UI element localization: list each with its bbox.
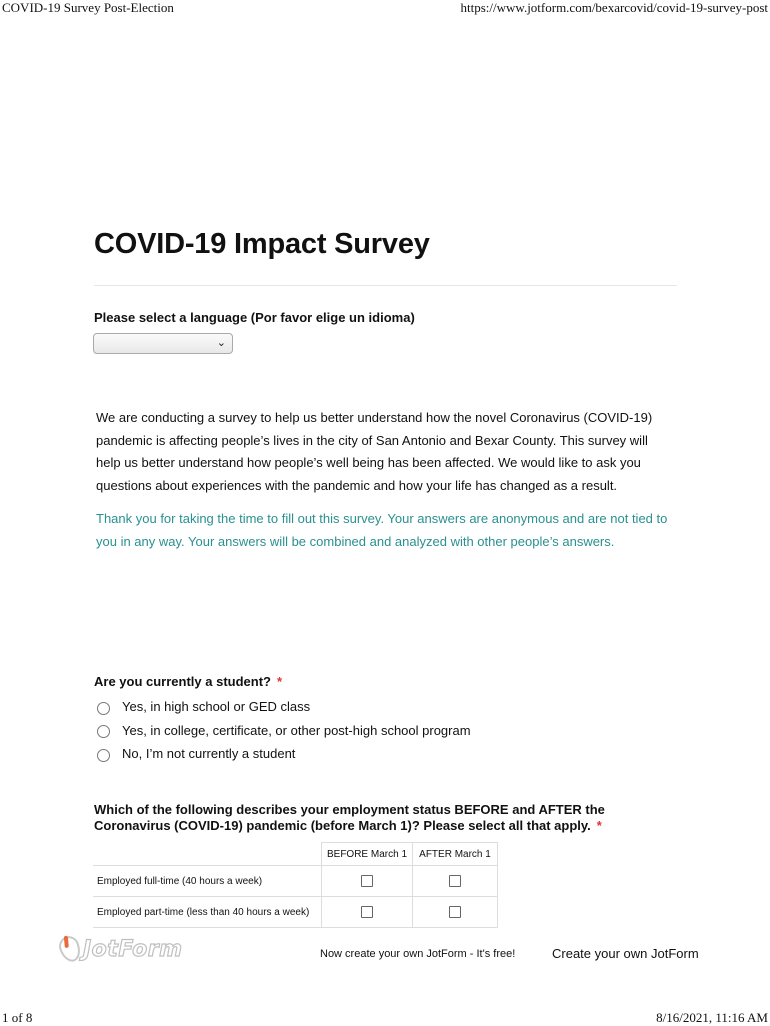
grid-cell: [413, 866, 498, 897]
print-timestamp: 8/16/2021, 11:16 AM: [656, 1010, 768, 1025]
grid-column-before: BEFORE March 1: [322, 843, 413, 866]
checkbox-before-full-time[interactable]: [361, 875, 373, 887]
radio-button[interactable]: [97, 725, 110, 738]
table-row: [93, 866, 498, 897]
student-options: [97, 695, 471, 766]
grid-cell: [322, 866, 413, 897]
option-label: Yes, in high school or GED class: [122, 699, 311, 715]
student-option-high-school[interactable]: [97, 695, 471, 719]
form-title: COVID-19 Impact Survey: [94, 228, 430, 260]
grid-header-row: [93, 843, 498, 866]
radio-button[interactable]: [97, 702, 110, 715]
grid-cell: [413, 897, 498, 928]
create-jotform-link[interactable]: Create your own JotForm: [552, 946, 699, 961]
grid-corner: [93, 843, 322, 866]
grid-cell: [322, 897, 413, 928]
employment-question-text: Which of the following describes your employment status BEFORE and AFTER the Coronavirus (COVID-19) pandemic (before March 1)? Please select all that apply.: [94, 802, 605, 833]
employment-question-label: [94, 802, 654, 834]
jotform-pencil-icon: [56, 933, 84, 964]
chevron-down-icon: ⌄: [216, 337, 226, 349]
required-mark: *: [596, 818, 602, 833]
grid-row-label: Employed full-time (40 hours a week): [93, 866, 322, 897]
checkbox-before-part-time[interactable]: [361, 906, 373, 918]
student-question-label: [94, 674, 282, 690]
student-option-not-student[interactable]: [97, 742, 471, 766]
thanks-text: Thank you for taking the time to fill out this survey. Your answers are anonymous and are not tied to you in any way. Your answers will be combined and analyzed with other people’s answers.: [96, 511, 668, 549]
checkbox-after-part-time[interactable]: [449, 906, 461, 918]
jotform-logo-text: JotForm: [83, 936, 183, 962]
title-divider: [94, 285, 677, 286]
grid-column-after: AFTER March 1: [413, 843, 498, 866]
employment-grid: [93, 842, 498, 928]
intro-text: We are conducting a survey to help us better understand how the novel Coronavirus (COVID-19) pandemic is affecting people’s lives in the city of San Antonio and Bexar County. This survey will help us better understand how people’s well being has been affected. We would like to ask you questions about experiences with the pandemic and how your life has changed as a result.: [96, 410, 653, 493]
option-label: Yes, in college, certificate, or other post-high school program: [122, 722, 471, 738]
jotform-logo[interactable]: [60, 936, 183, 962]
student-option-college[interactable]: [97, 719, 471, 743]
radio-button[interactable]: [97, 749, 110, 762]
checkbox-after-full-time[interactable]: [449, 875, 461, 887]
promo-tagline[interactable]: Now create your own JotForm - It's free!: [320, 948, 516, 960]
language-select[interactable]: [93, 333, 233, 354]
option-label: No, I’m not currently a student: [122, 746, 296, 762]
page-count: 1 of 8: [2, 1010, 33, 1025]
browser-page-title: COVID-19 Survey Post-Election: [2, 0, 174, 15]
required-mark: *: [276, 674, 283, 689]
student-question-text: Are you currently a student?: [94, 674, 271, 689]
table-row: [93, 897, 498, 928]
browser-url: https://www.jotform.com/bexarcovid/covid-19-survey-post: [460, 0, 768, 15]
grid-row-label: Employed part-time (less than 40 hours a week): [93, 897, 322, 928]
language-label: Please select a language (Por favor elige un idioma): [94, 310, 415, 325]
